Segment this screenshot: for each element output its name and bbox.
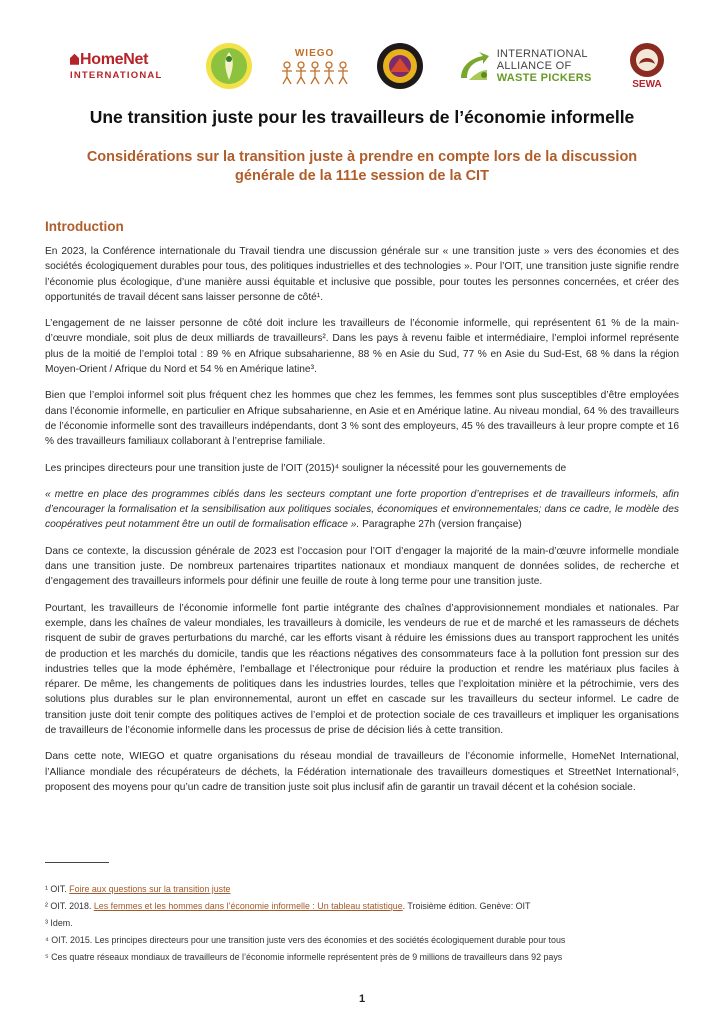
paragraph-4: Les principes directeurs pour une transition juste de l’OIT (2015)⁴ souligner la nécessité pour les gouvernements de xyxy=(45,462,567,474)
wiego-logo-name: WIEGO xyxy=(294,47,335,59)
footnote-5: ⁵ Ces quatre réseaux mondiaux de travailleurs de l’économie informelle représentent près de 9 millions de travailleurs dans 92 pays xyxy=(45,952,563,962)
footnote-3: ³ Idem. xyxy=(45,918,73,928)
sewa-logo xyxy=(624,42,670,90)
footnote-1-link[interactable]: Foire aux questions sur la transition juste xyxy=(69,884,231,894)
page-number: 1 xyxy=(358,993,366,1005)
iawp-logo-line2: ALLIANCE OF xyxy=(496,60,572,72)
paragraph-7: Pourtant, les travailleurs de l’économie informelle font partie intégrante des chaînes d’approvisionnement mondiales et nationales. Par exemple, dans les chaînes de valeur mondiales, les travailleurs à domicile, les vendeurs de rue et de marché et les ramasseurs de déchets risquent de subir de graves perturbations du marché, car les efforts visant à réduire les émissions dues au transport rapprochent les unités de production et les marchés du domicile, tandis que les réactions négatives des consommateurs face à la pollution font pression sur des industries telles que la mode éphémère, l’emballage et l’électronique pour réduire la production et rendre les matériaux plus faciles à réparer. De même, les changements de politiques dans les industries lourdes, telles que l’exploitation minière et la pétrochimie, vers des solutions plus durables sur le plan environnemental, auront un effet en cascade sur les travailleurs du secteur informel. Le cadre de transition juste doit tenir compte des politiques actives de l’emploi et de protection sociale de ces travailleurs et impliquer les organisations de travailleurs de l’économie informelle dans les processus de prise de décision liés à cette transition. xyxy=(45,602,679,737)
paragraph-quote xyxy=(45,487,679,533)
paragraph-3: Bien que l’emploi informel soit plus fréquent chez les hommes que chez les femmes, les femmes sont plus susceptibles d’être employées dans l’économie informelle, en particulier en Afrique subsaharienne, en Asie et en Amérique latine. Au niveau mondial, 64 % des travailleurs de l’économie informelle sont des travailleurs indépendants, dont 3 % sont des employeurs, 45 % des travailleurs à leur propre compte et 16 % des travailleurs familiaux collaborant à l’entreprise familiale. xyxy=(45,390,679,448)
footnote-4: ⁴ OIT. 2015. Les principes directeurs pour une transition juste vers des économies et des sociétés écologiquement durable pour tous xyxy=(45,935,566,945)
document-subtitle: Considérations sur la transition juste à prendre en compte lors de la discussion générale de la 111e session de la CIT xyxy=(86,149,638,184)
iawp-logo-line1: INTERNATIONAL xyxy=(496,48,588,60)
waste-pickers-alliance-logo xyxy=(449,48,599,84)
sewa-logo-name: SEWA xyxy=(632,79,662,90)
round-seal-icon xyxy=(376,42,424,90)
sewa-emblem-icon xyxy=(629,42,665,78)
circle-emblem-icon xyxy=(205,42,253,90)
homenet-logo-subtitle: INTERNATIONAL xyxy=(70,69,163,81)
document-body xyxy=(45,244,679,806)
partner-logos xyxy=(70,36,670,96)
house-icon xyxy=(70,54,79,65)
quote-text: « mettre en place des programmes ciblés dans les secteurs comptant une forte proportion d’entreprises et de travailleurs informels, afin d’encourager la formalisation et la sensibilisation aux politiques sociales, économiques et environnementales; dans ce cadre, le modèle des coopératives peut notamment être un outil de formalisation efficace ». xyxy=(45,488,679,531)
iawp-logo-line3: WASTE PICKERS xyxy=(496,72,592,84)
homenet-logo-name: HomeNet xyxy=(80,50,149,68)
document-title: Une transition juste pour les travailleurs de l’économie informelle xyxy=(89,107,635,127)
homenet-international-logo xyxy=(70,52,180,81)
quote-reference: Paragraphe 27h (version française) xyxy=(359,519,522,531)
paragraph-2: L’engagement de ne laisser personne de côté doit inclure les travailleurs de l’économie informelle, qui représentent 61 % de la main-d’œuvre mondiale, soit plus de deux milliards de travailleurs². Dans les pays à revenu faible et intermédiaire, l’emploi informel représente plus de la moitié de l’emploi total : 89 % en Afrique subsaharienne, 88 % en Asie du Sud, 77 % en Asie du Sud-Est, 68 % dans la région Moyen-Orient / Afrique du Nord et 54 % en Amérique latine³. xyxy=(45,318,679,376)
introduction-heading: Introduction xyxy=(45,219,124,234)
paragraph-8: Dans cette note, WIEGO et quatre organisations du réseau mondial de travailleurs de l’économie informelle, HomeNet International, l’Alliance mondiale des récupérateurs de déchets, la Fédération internationale des travailleurs domestiques et StreetNet International⁵, proposent des moyens pour qu’un cadre de transition juste soit plus inclusif afin de garantir un travail décent et la cohésion sociale. xyxy=(45,751,679,793)
domestic-workers-federation-logo xyxy=(205,42,253,90)
footnotes xyxy=(45,881,685,966)
recycling-hands-icon xyxy=(457,48,493,84)
footnote-1: ¹ OIT. Foire aux questions sur la transition juste xyxy=(45,884,231,894)
wiego-logo xyxy=(278,43,352,89)
footnote-2: ² OIT. 2018. Les femmes et les hommes dans l’économie informelle : Un tableau statistique. Troisième édition. Genève: OIT xyxy=(45,901,531,911)
footnote-2-link[interactable]: Les femmes et les hommes dans l’économie informelle : Un tableau statistique xyxy=(93,901,403,911)
footnote-divider xyxy=(45,862,109,863)
paragraph-6: Dans ce contexte, la discussion générale de 2023 est l’occasion pour l’OIT d’engager la majorité de la main-d’œuvre informelle mondiale dans une transition juste. De nombreux partenaires tripartites nationaux et mondiaux manquent de données solides, de recherche et d’engagement des travailleurs informels pour définir une feuille de route à long terme pour une transition juste. xyxy=(45,545,679,588)
paragraph-1: En 2023, la Conférence internationale du Travail tiendra une discussion générale sur « une transition juste » vers des économies et des sociétés écologiquement durables pour tous, des politiques industrielles et des technologies ». Pour l’OIT, une transition juste signifie rendre l’économie plus écologique, d’une manière aussi équitable et inclusive que possible, pour toutes les personnes concernées, et créer des opportunités de travail décent sans laisser personne de côté¹. xyxy=(45,246,679,303)
streetnet-international-logo xyxy=(376,42,424,90)
people-figures-icon xyxy=(279,59,351,85)
